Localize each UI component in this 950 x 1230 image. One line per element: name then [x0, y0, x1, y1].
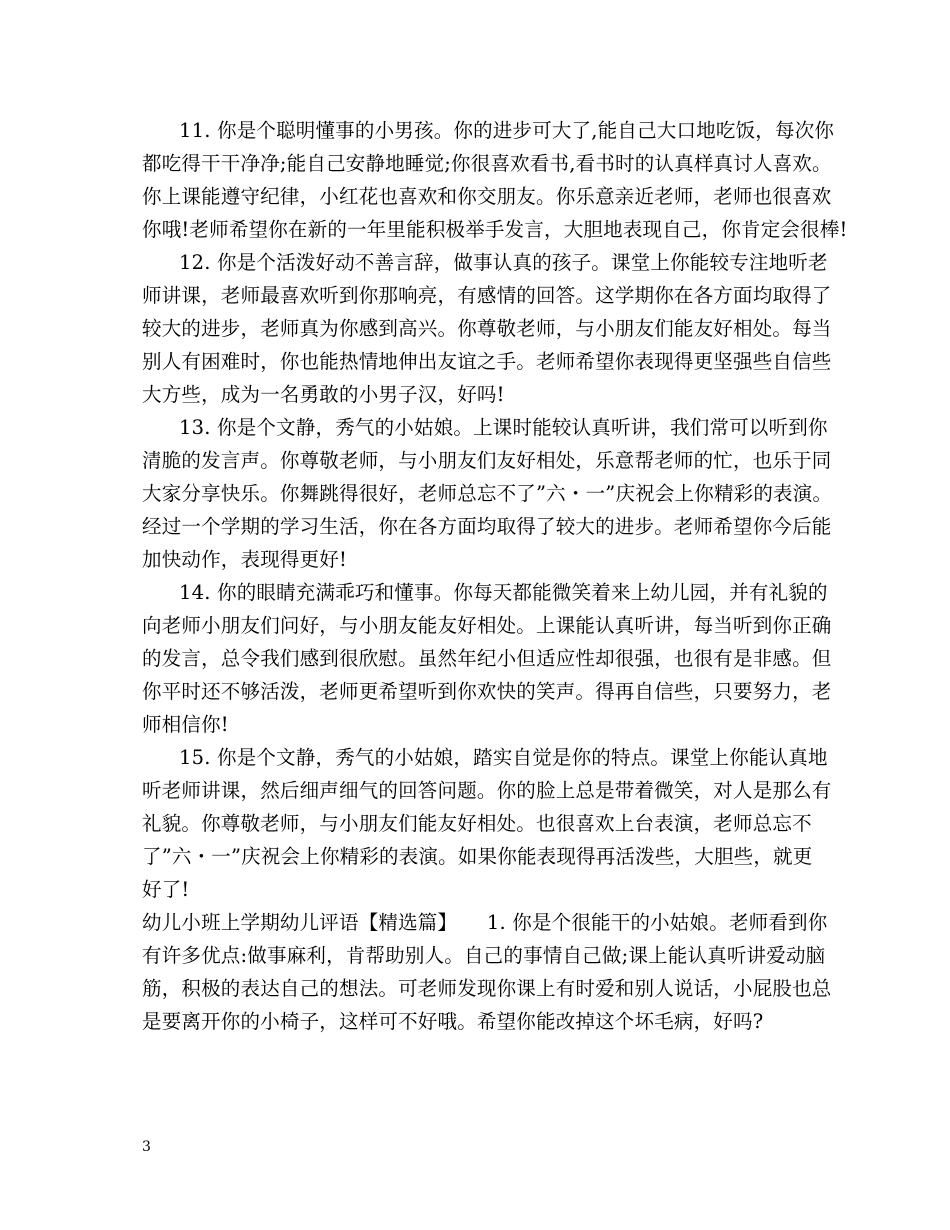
text-line: 别人有困难时，你也能热情地伸出友谊之手。老师希望你表现得更坚强些自信些	[142, 350, 832, 373]
text-line: 都吃得干干净净;能自己安静地睡觉;你很喜欢看书,看书时的认真样真讨人喜欢。	[142, 152, 832, 175]
text-line: 清脆的发言声。你尊敬老师，与小朋友们友好相处，乐意帮老师的忙，也乐于同	[142, 449, 832, 472]
text-line: 大方些，成为一名勇敢的小男子汉，好吗!	[142, 383, 505, 406]
text-line: 你哦!老师希望你在新的一年里能积极举手发言，大胆地表现自己，你肯定会很棒!	[142, 218, 848, 241]
paragraph-start-line: 14. 你的眼睛充满乖巧和懂事。你每天都能微笑着来上幼儿园，并有礼貌的	[179, 581, 828, 604]
text-line: 有许多优点:做事麻利，肯帮助别人。自己的事情自己做;课上能认真听讲爱动脑	[142, 944, 826, 967]
text-line: 了”六・一”庆祝会上你精彩的表演。如果你能表现得再活泼些，大胆些，就更	[142, 845, 813, 868]
page-number: 3	[142, 1139, 151, 1155]
text-line: 幼儿小班上学期幼儿评语【精选篇】 1. 你是个很能干的小姑娘。老师看到你	[142, 911, 828, 934]
paragraph-start-line: 12. 你是个活泼好动不善言辞，做事认真的孩子。课堂上你能较专注地听老	[179, 251, 828, 274]
text-line: 听老师讲课，然后细声细气的回答问题。你的脸上总是带着微笑，对人是那么有	[142, 779, 832, 802]
text-line: 好了!	[142, 878, 190, 901]
text-line: 向老师小朋友们问好，与小朋友能友好相处。上课能认真听讲，每当听到你正确	[142, 614, 832, 637]
text-line: 筋，积极的表达自己的想法。可老师发现你课上有时爱和别人说话，小屁股也总	[142, 977, 832, 1000]
document-body	[142, 114, 848, 1038]
text-line: 师讲课，老师最喜欢听到你那响亮，有感情的回答。这学期你在各方面均取得了	[142, 284, 832, 307]
paragraph-start-line: 13. 你是个文静，秀气的小姑娘。上课时能较认真听讲，我们常可以听到你	[179, 416, 828, 439]
text-line: 礼貌。你尊敬老师，与小朋友们能友好相处。也很喜欢上台表演，老师总忘不	[142, 812, 812, 835]
text-line: 是要离开你的小椅子，这样可不好哦。希望你能改掉这个坏毛病，好吗?	[142, 1010, 764, 1033]
text-line: 你平时还不够活泼，老师更希望听到你欢快的笑声。得再自信些，只要努力，老	[142, 680, 832, 703]
text-line: 师相信你!	[142, 713, 229, 736]
paragraph-start-line: 11. 你是个聪明懂事的小男孩。你的进步可大了,能自己大口地吃饭，每次你	[179, 119, 835, 142]
paragraph-start-line: 15. 你是个文静，秀气的小姑娘，踏实自觉是你的特点。课堂上你能认真地	[179, 746, 828, 769]
text-line: 经过一个学期的学习生活，你在各方面均取得了较大的进步。老师希望你今后能	[142, 515, 832, 538]
text-line: 的发言，总令我们感到很欣慰。虽然年纪小但适应性却很强，也很有是非感。但	[142, 647, 832, 670]
text-line: 加快动作，表现得更好!	[142, 548, 348, 571]
text-line: 大家分享快乐。你舞跳得很好，老师总忘不了”六・一”庆祝会上你精彩的表演。	[142, 482, 833, 505]
text-line: 较大的进步，老师真为你感到高兴。你尊敬老师，与小朋友们能友好相处。每当	[142, 317, 832, 340]
text-line: 你上课能遵守纪律，小红花也喜欢和你交朋友。你乐意亲近老师，老师也很喜欢	[142, 185, 832, 208]
